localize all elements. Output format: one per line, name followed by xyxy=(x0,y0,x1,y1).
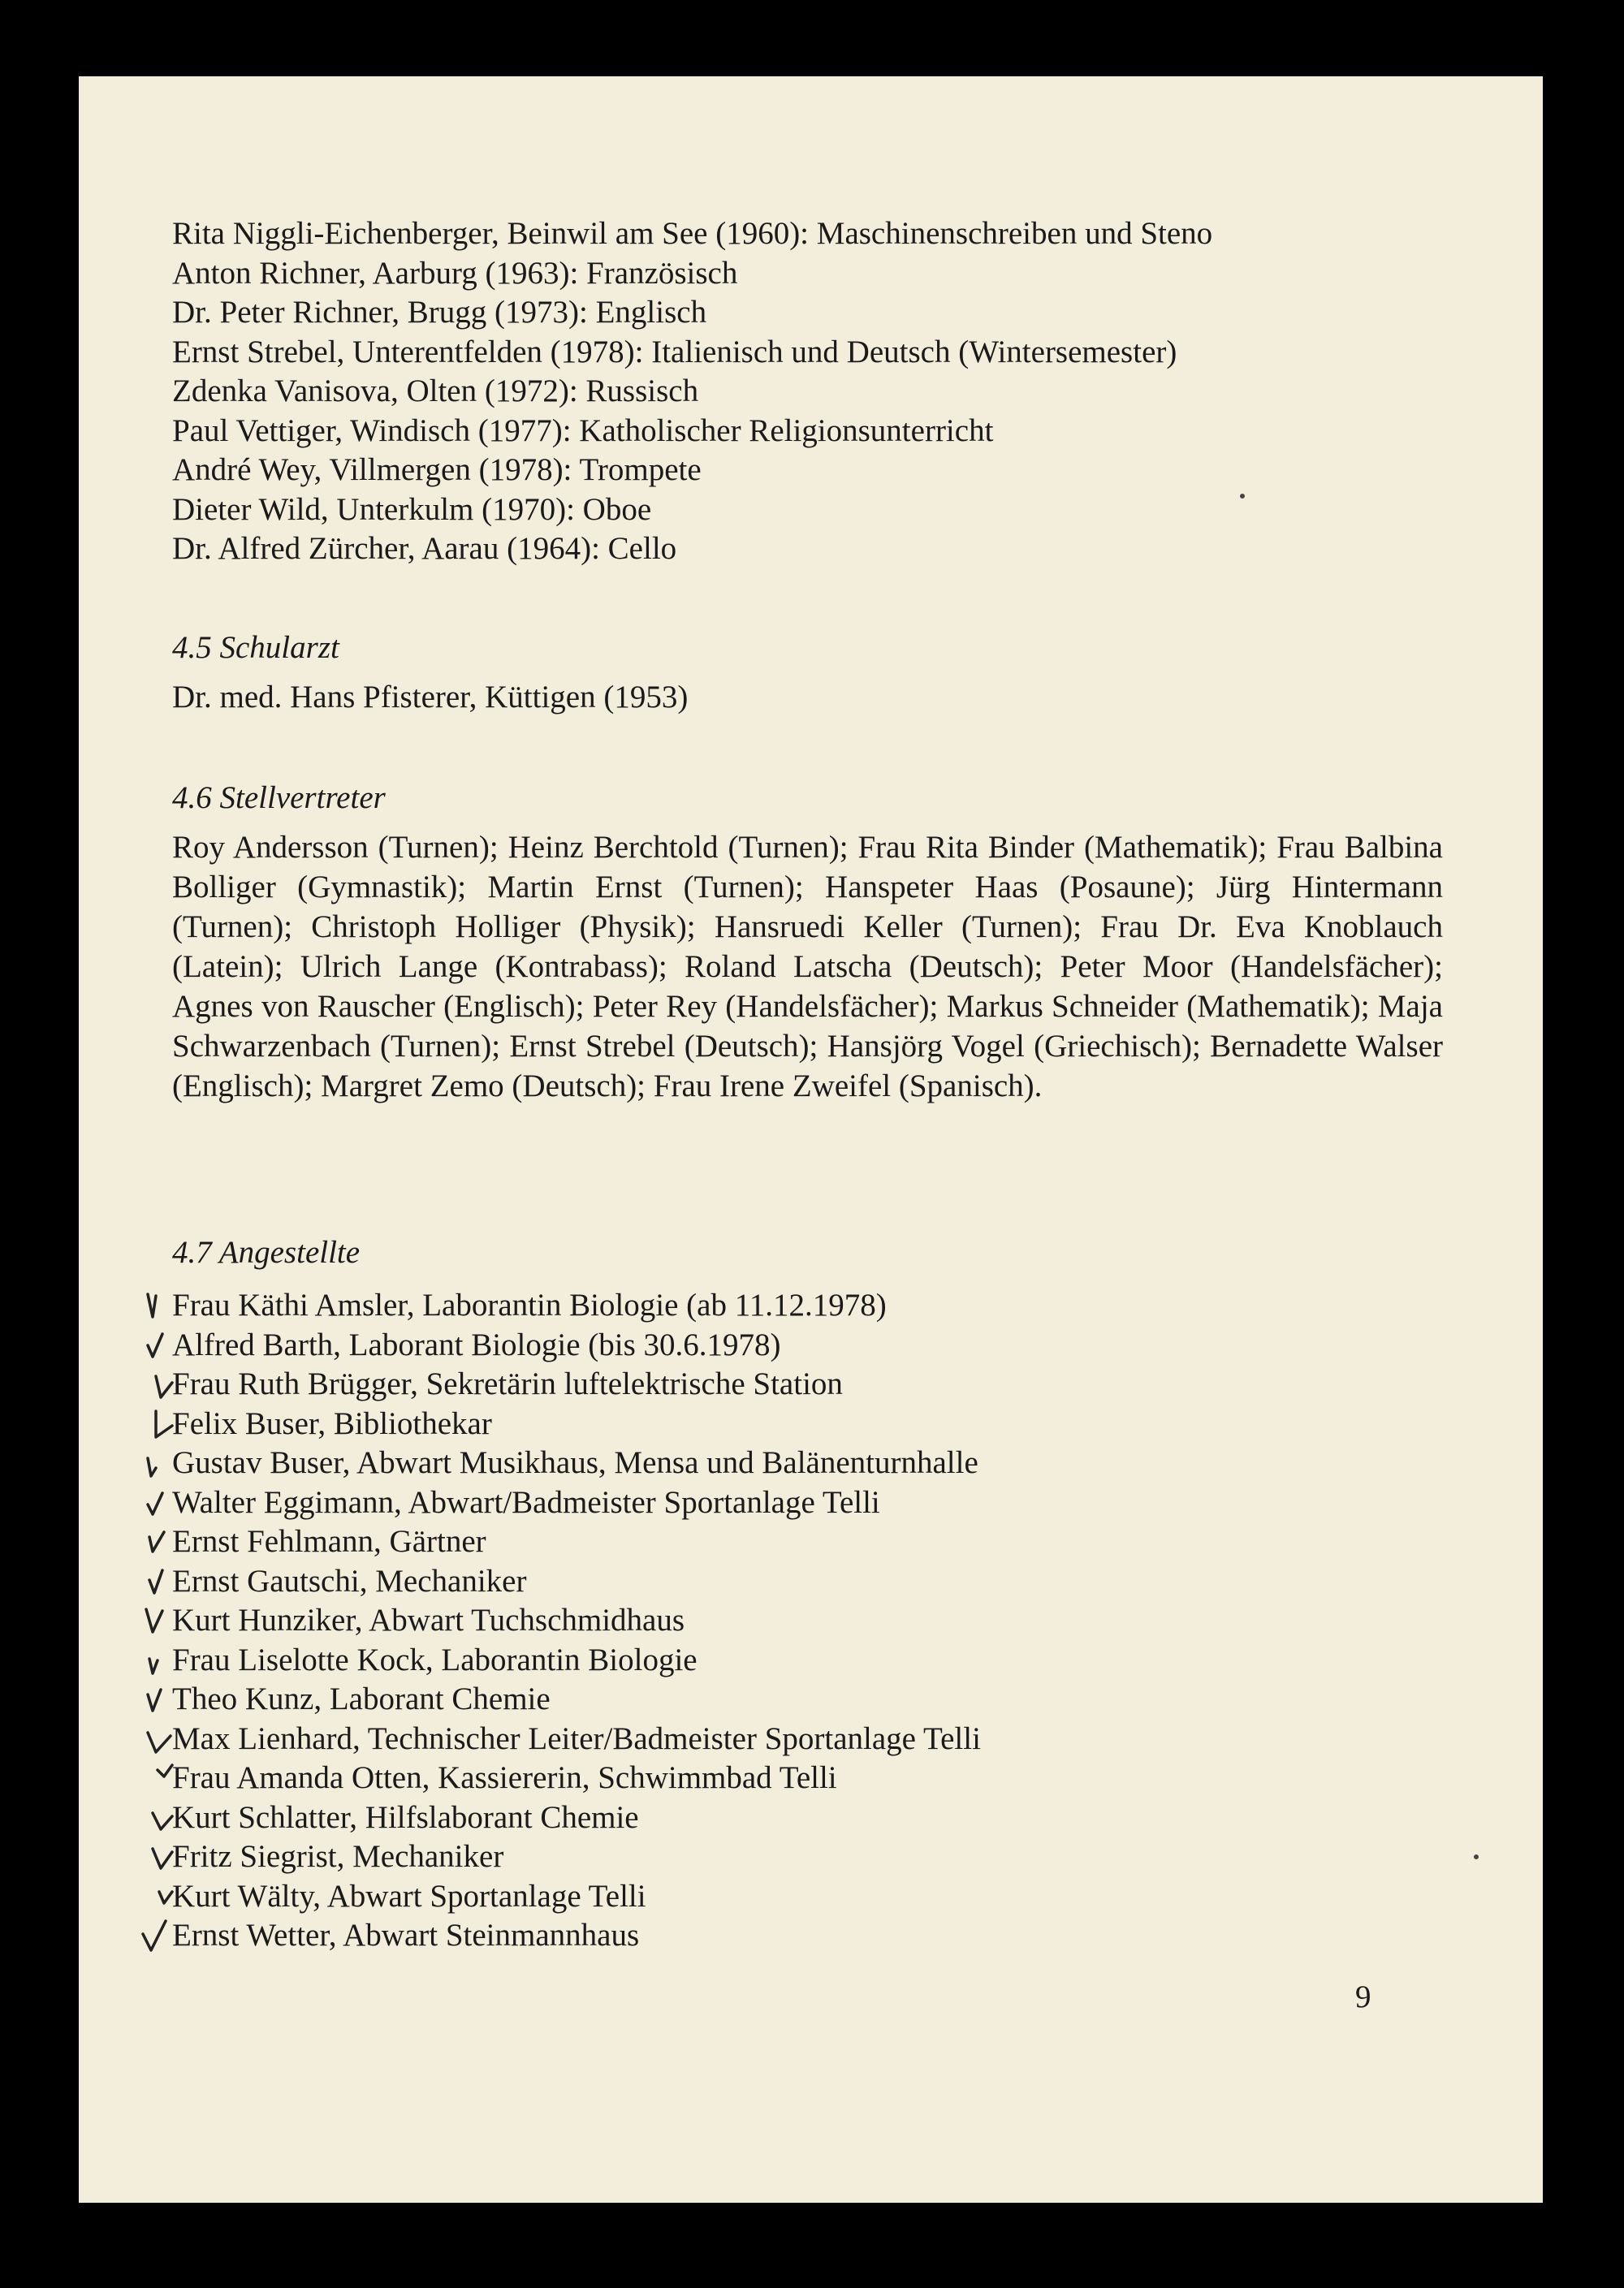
employee-line: Felix Buser, Bibliothekar xyxy=(172,1405,1439,1444)
employee-line: Fritz Siegrist, Mechaniker xyxy=(172,1837,1439,1877)
staff-line: Rita Niggli-Eichenberger, Beinwil am See (1960): Maschinenschreiben und Steno xyxy=(172,216,1213,251)
checkmark-icon xyxy=(107,1798,166,1836)
employee-line: Frau Liselotte Kock, Laborantin Biologie xyxy=(172,1641,1439,1681)
heading-angestellte: 4.7 Angestellte xyxy=(172,1235,361,1270)
speck xyxy=(1240,494,1245,499)
employee-line: Frau Amanda Otten, Kassiererin, Schwimmbad Telli xyxy=(172,1759,1439,1798)
document-page xyxy=(79,76,1543,2203)
employee-line: Frau Ruth Brügger, Sekretärin luftelektrische Station xyxy=(172,1365,1439,1405)
employee-line: Walter Eggimann, Abwart/Badmeister Sportanlage Telli xyxy=(172,1483,1439,1523)
checkmark-icon xyxy=(107,1365,166,1402)
checkmark-icon xyxy=(107,1483,166,1521)
checkmark-icon xyxy=(107,1759,166,1796)
heading-schularzt: 4.5 Schularzt xyxy=(172,630,339,665)
staff-line: Paul Vettiger, Windisch (1977): Katholischer Religionsunterricht xyxy=(172,412,994,448)
staff-line: Dr. Alfred Zürcher, Aarau (1964): Cello xyxy=(172,531,677,566)
speck xyxy=(1474,1854,1479,1859)
employee-line: Kurt Hunziker, Abwart Tuchschmidhaus xyxy=(172,1601,1439,1641)
employee-line: Ernst Wetter, Abwart Steinmannhaus xyxy=(172,1916,1439,1956)
checkmark-icon xyxy=(107,1837,166,1875)
employee-line: Frau Käthi Amsler, Laborantin Biologie (ab 11.12.1978) xyxy=(172,1286,1439,1326)
checkmark-icon xyxy=(107,1877,166,1915)
employee-line: Ernst Fehlmann, Gärtner xyxy=(172,1522,1439,1562)
staff-line: Dr. Peter Richner, Brugg (1973): Englisch xyxy=(172,295,707,330)
employee-line: Gustav Buser, Abwart Musikhaus, Mensa und Balänenturnhalle xyxy=(172,1444,1439,1483)
school-doctor: Dr. med. Hans Pfisterer, Küttigen (1953) xyxy=(172,680,689,714)
staff-line: Zdenka Vanisova, Olten (1972): Russisch xyxy=(172,373,699,408)
checkmark-icon xyxy=(107,1522,166,1560)
employee-line: Kurt Schlatter, Hilfslaborant Chemie xyxy=(172,1798,1439,1838)
employee-line: Kurt Wälty, Abwart Sportanlage Telli xyxy=(172,1877,1439,1917)
staff-line: Ernst Strebel, Unterentfelden (1978): Italienisch und Deutsch (Wintersemester) xyxy=(172,334,1177,369)
heading-stellvertreter: 4.6 Stellvertreter xyxy=(172,780,386,815)
checkmark-icon xyxy=(107,1326,166,1363)
staff-line: Dieter Wild, Unterkulm (1970): Oboe xyxy=(172,491,652,527)
checkmark-icon xyxy=(107,1405,166,1442)
employee-line: Max Lienhard, Technischer Leiter/Badmeister Sportanlage Telli xyxy=(172,1720,1439,1759)
checkmark-icon xyxy=(107,1601,166,1638)
substitutes-paragraph: Roy Andersson (Turnen); Heinz Berchtold (Turnen); Frau Rita Binder (Mathematik); Frau Balbina Bolliger (Gymnastik); Martin Ernst (Turnen); Hanspeter Haas (Posaune); Jürg Hintermann (Turnen); Christoph Holliger (Physik); Hansruedi Keller (Turnen); Frau Dr. Eva Knoblauch (Latein); Ulrich Lange (Kontrabass); Roland Latscha (Deutsch); Peter Moor (Handelsfächer); Agnes von Rauscher (Englisch); Peter Rey (Handelsfächer); Markus Schneider (Mathematik); Maja Schwarzenbach (Turnen); Ernst Strebel (Deutsch); Hansjörg Vogel (Griechisch); Bernadette Walser (Englisch); Margret Zemo (Deutsch); Frau Irene Zweifel (Spanisch). xyxy=(172,830,1443,1103)
staff-line: André Wey, Villmergen (1978): Trompete xyxy=(172,452,702,487)
page-number: 9 xyxy=(1355,1979,1371,2014)
checkmark-icon xyxy=(107,1562,166,1599)
staff-line: Anton Richner, Aarburg (1963): Französisch xyxy=(172,255,738,291)
checkmark-icon xyxy=(107,1720,166,1757)
employee-line: Alfred Barth, Laborant Biologie (bis 30.6.1978) xyxy=(172,1326,1439,1366)
checkmark-icon xyxy=(107,1286,166,1323)
checkmark-icon xyxy=(107,1444,166,1481)
employee-list xyxy=(172,1286,1439,1956)
employee-line: Ernst Gautschi, Mechaniker xyxy=(172,1562,1439,1602)
checkmark-icon xyxy=(107,1641,166,1678)
checkmark-icon xyxy=(107,1680,166,1717)
employee-line: Theo Kunz, Laborant Chemie xyxy=(172,1680,1439,1720)
checkmark-icon xyxy=(107,1916,166,1953)
staff-list xyxy=(172,214,1439,569)
